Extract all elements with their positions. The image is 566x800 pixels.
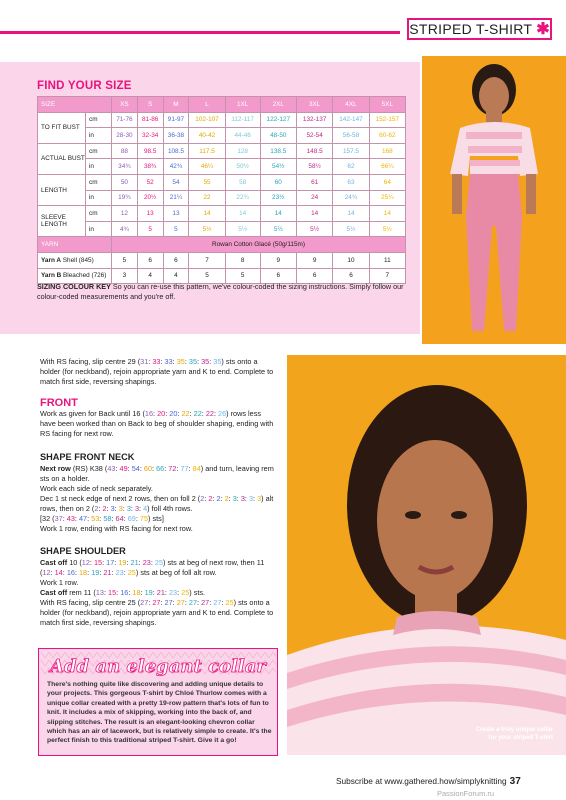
size-value: 5½: [189, 221, 225, 237]
size-value: 5½: [296, 221, 332, 237]
size-number: 19: [118, 558, 127, 567]
instruction-line: Dec 1 st neck edge of next 2 rows, then on foll 2 (2: 2: 2: 2: 3: 3: 3: 3) alt rows, then on 2 (2: 2: 3: 3: 3: 3: 4) foll 4th rows.: [40, 494, 274, 513]
size-number: 21: [130, 558, 139, 567]
size-number: 26: [218, 409, 227, 418]
model-full-illustration: [422, 56, 566, 344]
page-number: 37: [509, 776, 521, 787]
size-number: 20: [157, 409, 166, 418]
key-text: So you can re-use this pattern, we've colour-coded the sizing instructions. Simply follow our colour-coded measurements and you're off.: [37, 282, 404, 301]
size-number: 53: [91, 514, 100, 523]
size-value: 102-107: [189, 112, 225, 128]
size-value: 46¼: [189, 159, 225, 175]
size-table-row: [38, 221, 406, 237]
size-value: 13: [163, 206, 189, 222]
size-number: 84: [192, 464, 201, 473]
size-number: 23: [168, 588, 178, 597]
size-number: 12: [81, 558, 90, 567]
size-value: 20½: [137, 190, 163, 206]
size-value: 98.5: [137, 143, 163, 159]
size-value: 152-157: [369, 112, 405, 128]
size-table-row: [38, 190, 406, 206]
size-value: 52: [137, 174, 163, 190]
size-number: 17: [106, 558, 115, 567]
size-number: 15: [108, 588, 117, 597]
size-number: 60: [143, 464, 153, 473]
size-number: 49: [119, 464, 128, 473]
size-value: 54½: [260, 159, 296, 175]
size-value: 24¾: [333, 190, 369, 206]
size-value: 22¾: [225, 190, 260, 206]
size-value: 34¾: [112, 159, 138, 175]
size-value: 24: [296, 190, 332, 206]
unit-label: in: [86, 159, 112, 175]
size-number: 16: [66, 568, 75, 577]
size-value: 32-34: [137, 128, 163, 144]
size-number: 35: [188, 357, 198, 366]
instruction-line: Work 1 row, ending with RS facing for next row.: [40, 524, 193, 533]
size-number: 3: [126, 504, 131, 513]
size-number: 14: [54, 568, 63, 577]
size-number: 35: [213, 357, 222, 366]
size-value: 28-30: [112, 128, 138, 144]
size-number: 19: [91, 568, 100, 577]
unit-label: in: [86, 190, 112, 206]
size-value: 81-86: [137, 112, 163, 128]
size-value: 61: [296, 174, 332, 190]
size-value: 55: [189, 174, 225, 190]
size-value: 122-127: [260, 112, 296, 128]
size-value: 25¼: [369, 190, 405, 206]
size-4xl: 4XL: [333, 97, 369, 113]
yarn-quantity: 10: [333, 252, 369, 268]
size-number: 13: [95, 588, 104, 597]
size-number: 64: [115, 514, 124, 523]
size-number: 2: [102, 504, 107, 513]
collar-feature-title: Add an elegant collar: [50, 656, 266, 677]
size-number: 21: [103, 568, 112, 577]
size-number: 22: [193, 409, 202, 418]
size-number: 16: [120, 588, 129, 597]
knit-stitch: [41, 668, 49, 674]
size-xs: XS: [112, 97, 138, 113]
size-value: 22: [189, 190, 225, 206]
yarn-quantity: 6: [333, 268, 369, 284]
size-table-row: [38, 159, 406, 175]
size-value: 71-76: [112, 112, 138, 128]
size-number: 2: [224, 494, 229, 503]
section-title-box: [407, 18, 552, 40]
knit-stitch: [273, 652, 276, 658]
size-number: 12: [42, 568, 51, 577]
instruction-line: [32 (37: 43: 47: 53: 58: 64: 69: 75) sts]: [40, 514, 164, 523]
size-value: 58½: [296, 159, 332, 175]
size-number: 58: [103, 514, 112, 523]
size-value: 50: [112, 174, 138, 190]
caption-line-1: Create a truly unique collar: [475, 727, 553, 733]
size-value: 13: [137, 206, 163, 222]
size-value: 60: [260, 174, 296, 190]
instruction-line: Work 1 row.: [40, 578, 79, 587]
yarn-quantity: 11: [369, 252, 405, 268]
yarn-quantity: 6: [163, 252, 189, 268]
knit-stitch: [41, 660, 49, 666]
size-value: 91-97: [163, 112, 189, 128]
size-number: 77: [180, 464, 189, 473]
size-table-row: [38, 206, 406, 222]
size-number: 2: [200, 494, 205, 503]
size-table-row: [38, 128, 406, 144]
size-number: 31: [140, 357, 149, 366]
yarn-name: Yarn A Shell (845): [38, 252, 112, 268]
yarn-quantity: 6: [137, 252, 163, 268]
size-number: 33: [152, 357, 161, 366]
size-5xl: 5XL: [369, 97, 405, 113]
size-value: 117.5: [189, 143, 225, 159]
size-value: 5: [137, 221, 163, 237]
back-finish-paragraph: With RS facing, slip centre 29 (31: 33: 33: 35: 35: 35: 35) sts onto a holder (for neckband), rejoin appropriate yarn and K to end. Complete to match first side, reversing shapings.: [40, 357, 274, 386]
unit-label: in: [86, 128, 112, 144]
row-label: Cast off: [40, 558, 68, 567]
yarn-quantity: 4: [163, 268, 189, 284]
size-number: 16: [144, 409, 154, 418]
size-number: 33: [164, 357, 173, 366]
caption-line-2: for your striped T-shirt: [488, 735, 553, 741]
size-value: 4¾: [112, 221, 138, 237]
instruction-line: Work each side of neck separately.: [40, 484, 153, 493]
size-s: S: [137, 97, 163, 113]
size-number: 72: [168, 464, 177, 473]
knit-stitch: [265, 668, 273, 674]
yarn-quantity: 7: [189, 252, 225, 268]
unit-label: cm: [86, 206, 112, 222]
size-number: 3: [134, 504, 140, 513]
yarn-quantity: 7: [369, 268, 405, 284]
size-number: 20: [169, 409, 178, 418]
size-number: 69: [127, 514, 136, 523]
size-number: 23: [115, 568, 124, 577]
yarn-quantity: 9: [260, 252, 296, 268]
size-value: 148.5: [296, 143, 332, 159]
unit-label: cm: [86, 174, 112, 190]
size-number: 66: [156, 464, 165, 473]
knit-stitch: [41, 652, 49, 658]
unit-label: cm: [86, 143, 112, 159]
section-title: STRIPED T-SHIRT: [409, 21, 533, 37]
size-number: 3: [232, 494, 237, 503]
size-number: 54: [131, 464, 140, 473]
size-number: 22: [205, 409, 214, 418]
size-value: 21¼: [163, 190, 189, 206]
size-value: 58: [225, 174, 260, 190]
size-number: 27: [152, 598, 161, 607]
size-number: 3: [118, 504, 123, 513]
measure-label: LENGTH: [38, 174, 86, 205]
size-number: 47: [78, 514, 88, 523]
size-value: 5½: [225, 221, 260, 237]
size-number: 27: [188, 598, 198, 607]
instruction-line: Cast off rem 11 (13: 15: 16: 18: 19: 21: 23: 25) sts.: [40, 588, 206, 597]
subscribe-text: Subscribe at www.gathered.how/simplyknitting: [336, 776, 507, 786]
size-value: 14: [225, 206, 260, 222]
size-value: 14: [369, 206, 405, 222]
size-value: 128: [225, 143, 260, 159]
yarn-header-row: [38, 237, 406, 253]
size-header-label: SIZE: [38, 97, 112, 113]
measure-label: ACTUAL BUST: [38, 143, 86, 174]
size-number: 43: [66, 514, 75, 523]
instruction-line: Next row (RS) K38 (43: 49: 54: 60: 66: 72: 77: 84) and turn, leaving rem sts on a holder.: [40, 464, 274, 483]
size-value: 108.5: [163, 143, 189, 159]
size-value: 50½: [225, 159, 260, 175]
size-value: 157.5: [333, 143, 369, 159]
row-label: Cast off: [40, 588, 68, 597]
size-number: 27: [213, 598, 222, 607]
yarn-quantity: 6: [260, 268, 296, 284]
size-value: 14: [189, 206, 225, 222]
size-number: 2: [208, 494, 213, 503]
knit-stitch: [265, 660, 273, 666]
watermark: PassionForum.ru: [437, 789, 495, 798]
size-value: 138.5: [260, 143, 296, 159]
yarn-description: Rowan Cotton Glacé (50g/115m): [112, 237, 406, 253]
shape-front-neck-instructions: [40, 464, 278, 534]
size-number: 27: [176, 598, 185, 607]
size-m: M: [163, 97, 189, 113]
size-number: 3: [257, 494, 262, 503]
size-number: 37: [54, 514, 63, 523]
size-number: 22: [181, 409, 190, 418]
instruction-line: Cast off 10 (12: 15: 17: 19: 21: 23: 25) sts at beg of next row, then 11 (12: 14: 16: 18: 19: 21: 23: 25) sts at beg of foll alt row.: [40, 558, 265, 577]
yarn-row: [38, 252, 406, 268]
size-value: 63: [333, 174, 369, 190]
key-label: SIZING COLOUR KEY: [37, 282, 111, 291]
size-number: 35: [201, 357, 210, 366]
size-number: 3: [240, 494, 245, 503]
size-value: 5½: [260, 221, 296, 237]
size-value: 60-62: [369, 128, 405, 144]
model-closeup-illustration: [287, 355, 566, 755]
size-number: 18: [132, 588, 141, 597]
knit-stitch: [273, 660, 276, 666]
size-value: 14: [260, 206, 296, 222]
measure-label: TO FIT BUST: [38, 112, 86, 143]
size-number: 18: [79, 568, 88, 577]
size-number: 3: [110, 504, 115, 513]
front-paragraph: Work as given for Back until 16 (16: 20: 20: 22: 22: 22: 26) rows less have been worked than on Back to beg of shoulder shaping, ending with RS facing for next row.: [40, 409, 274, 438]
sizing-colour-key: [37, 282, 417, 302]
size-value: 168: [369, 143, 405, 159]
instruction-line: With RS facing, slip centre 25 (27: 27: 27: 27: 27: 27: 27: 25) sts onto a holder (for neckband), rejoin appropriate yarn and K to end. Complete to match first side, reversing shapings.: [40, 598, 274, 627]
size-value: 19¾: [112, 190, 138, 206]
measure-label: SLEEVE LENGTH: [38, 206, 86, 237]
asterisk-icon: ✱: [536, 21, 550, 38]
size-number: 23: [142, 558, 151, 567]
shape-front-neck-heading: SHAPE FRONT NECK: [40, 452, 135, 462]
size-value: 40-42: [189, 128, 225, 144]
size-number: 25: [127, 568, 136, 577]
yarn-quantity: 5: [189, 268, 225, 284]
page-footer: [336, 776, 521, 787]
size-l: L: [189, 97, 225, 113]
row-label: Next row: [40, 464, 71, 473]
yarn-quantity: 9: [296, 252, 332, 268]
size-value: 142-147: [333, 112, 369, 128]
size-number: 2: [216, 494, 221, 503]
size-1xl: 1XL: [225, 97, 260, 113]
knit-stitch: [273, 668, 276, 674]
size-number: 15: [93, 558, 103, 567]
size-value: 132-137: [296, 112, 332, 128]
size-table-row: [38, 143, 406, 159]
yarn-quantity: 8: [225, 252, 260, 268]
size-number: 4: [143, 504, 148, 513]
size-number: 25: [154, 558, 164, 567]
collar-feature-text: There's nothing quite like discovering and adding unique details to your projects. This gorgeous T-shirt by Chloé Thurlow comes with a unique collar created with a pretty 19-row pattern that's lots of fun to knit. It includes a mix of skipping, working into the back of, and slipping stitches. The result is an elegant-looking chevron collar which has an air of lacework, but is relatively simple to create. It's the perfect finish to this traditional striped T-shirt. Give it a go!: [47, 681, 272, 745]
photo-caption: [447, 726, 553, 742]
header-rule: [0, 31, 400, 34]
size-number: 27: [140, 598, 149, 607]
model-closeup-photo: [287, 355, 566, 755]
size-value: 112-117: [225, 112, 260, 128]
size-header-row: [38, 97, 406, 113]
size-2xl: 2XL: [260, 97, 296, 113]
model-full-photo: [422, 56, 566, 344]
size-number: 25: [181, 588, 190, 597]
size-value: 56-58: [333, 128, 369, 144]
size-number: 27: [201, 598, 210, 607]
size-number: 43: [107, 464, 116, 473]
yarn-quantity: 3: [112, 268, 138, 284]
size-table: [37, 96, 406, 284]
size-value: 54: [163, 174, 189, 190]
size-number: 19: [144, 588, 153, 597]
size-table-row: [38, 112, 406, 128]
size-value: 38¾: [137, 159, 163, 175]
size-value: 88: [112, 143, 138, 159]
size-value: 36-38: [163, 128, 189, 144]
size-number: 21: [156, 588, 165, 597]
size-number: 3: [248, 494, 254, 503]
front-heading: FRONT: [40, 397, 78, 409]
size-value: 14: [296, 206, 332, 222]
yarn-name: Yarn B Bleached (726): [38, 268, 112, 284]
size-number: 2: [94, 504, 99, 513]
size-value: 52-54: [296, 128, 332, 144]
size-value: 48-50: [260, 128, 296, 144]
size-table-row: [38, 174, 406, 190]
size-value: 5½: [333, 221, 369, 237]
size-value: 42¾: [163, 159, 189, 175]
yarn-quantity: 5: [225, 268, 260, 284]
size-value: 5½: [369, 221, 405, 237]
size-value: 23½: [260, 190, 296, 206]
size-value: 44-46: [225, 128, 260, 144]
size-panel-title: FIND YOUR SIZE: [37, 80, 132, 92]
unit-label: cm: [86, 112, 112, 128]
size-value: 62: [333, 159, 369, 175]
size-value: 5: [163, 221, 189, 237]
size-value: 12: [112, 206, 138, 222]
size-value: 14: [333, 206, 369, 222]
knit-stitch: [265, 652, 273, 658]
size-number: 25: [225, 598, 234, 607]
size-number: 75: [139, 514, 149, 523]
size-number: 35: [176, 357, 185, 366]
shape-shoulder-heading: SHAPE SHOULDER: [40, 546, 126, 556]
yarn-label: YARN: [38, 237, 112, 253]
unit-label: in: [86, 221, 112, 237]
size-3xl: 3XL: [296, 97, 332, 113]
yarn-quantity: 4: [137, 268, 163, 284]
size-value: 64: [369, 174, 405, 190]
yarn-quantity: 5: [112, 252, 138, 268]
yarn-quantity: 6: [296, 268, 332, 284]
size-value: 66¼: [369, 159, 405, 175]
shape-shoulder-instructions: [40, 558, 278, 628]
size-number: 27: [164, 598, 173, 607]
